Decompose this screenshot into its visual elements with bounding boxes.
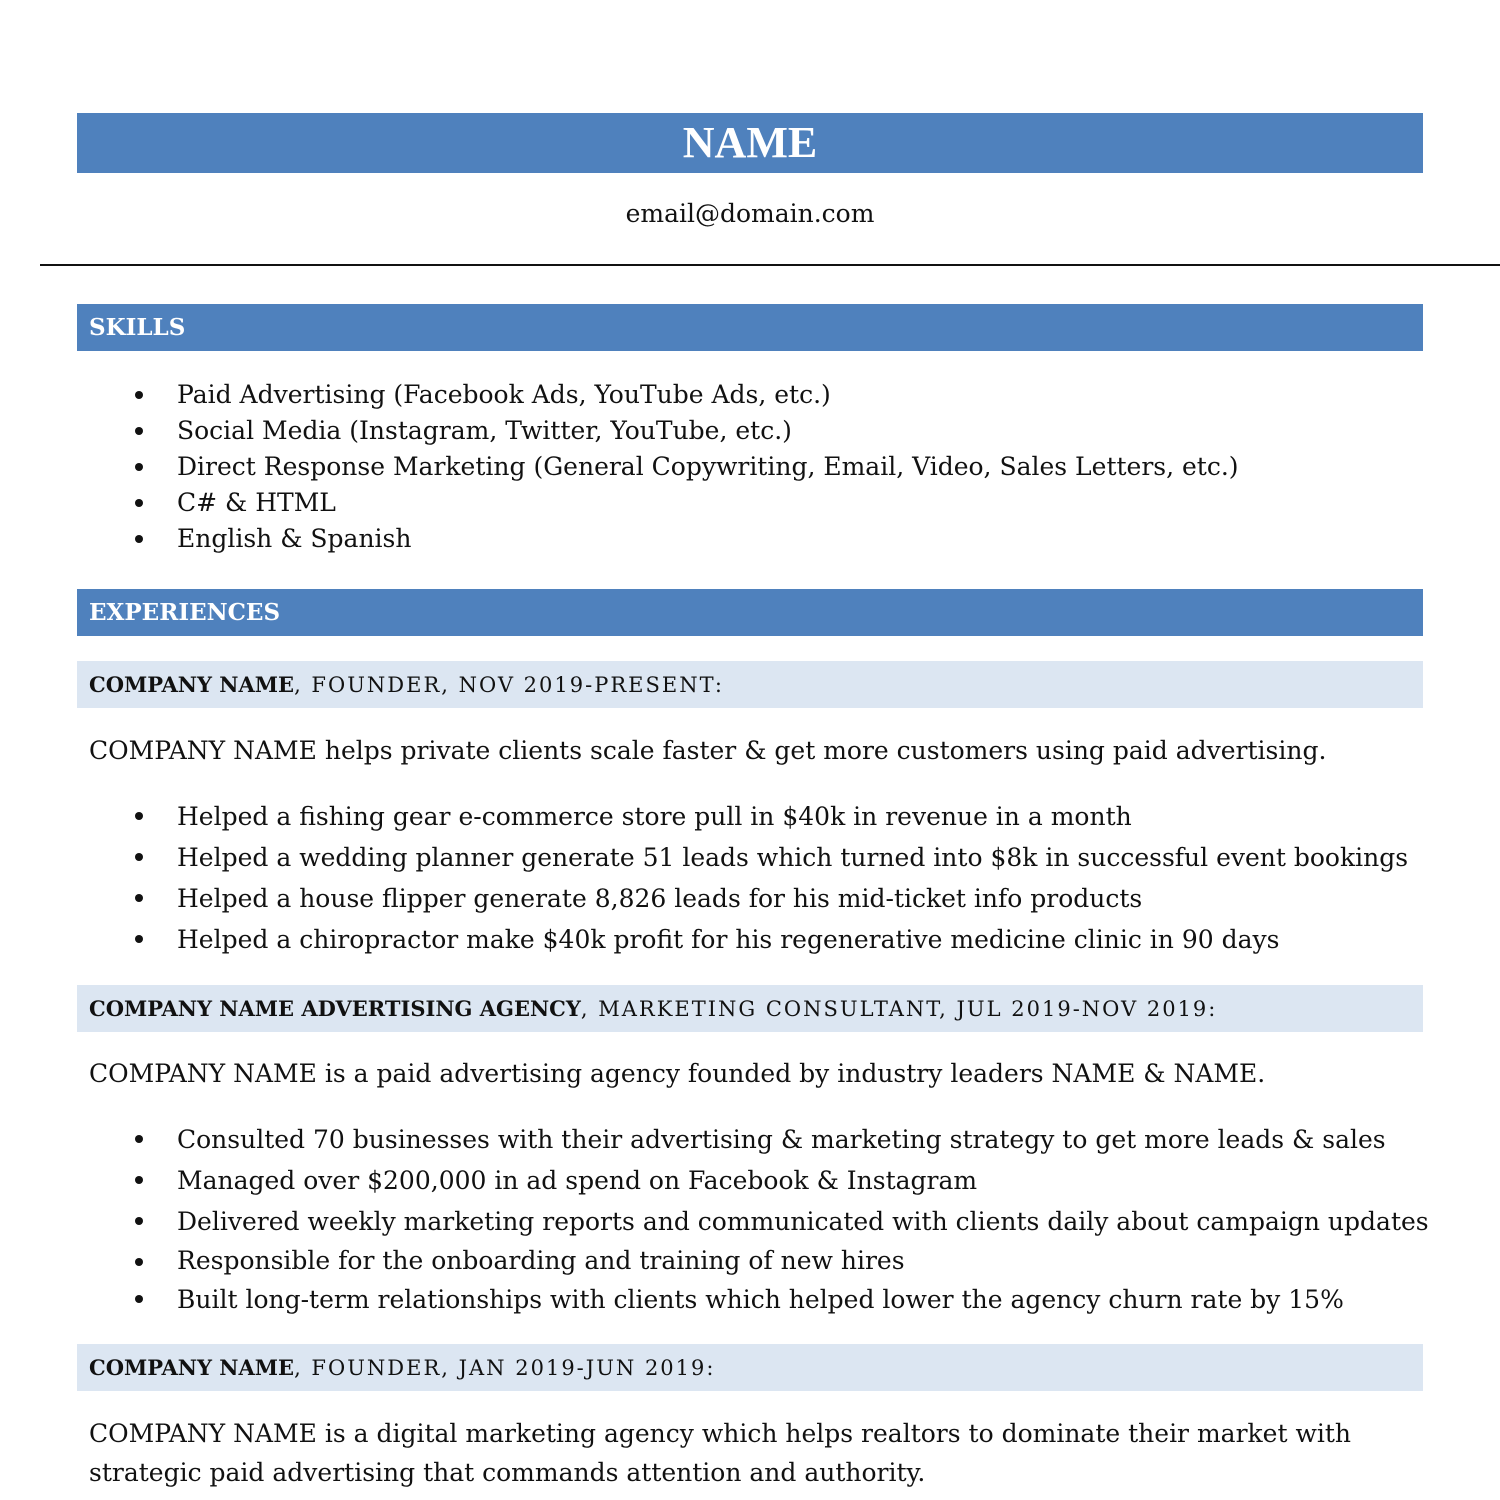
job-achievements-list [130, 1119, 1429, 1320]
job-description: COMPANY NAME helps private clients scale faster & get more customers using paid advertising. [89, 736, 1327, 765]
skill-item: Social Media (Instagram, Twitter, YouTube, etc.) [130, 413, 1420, 449]
achievement-item: Responsible for the onboarding and training of new hires [130, 1242, 1420, 1279]
job-header [77, 985, 1423, 1032]
skill-item: C# & HTML [130, 485, 1420, 521]
job-achievements-list [130, 796, 1420, 960]
skills-heading: SKILLS [77, 304, 1423, 351]
contact-email: email@domain.com [625, 199, 875, 228]
job-role: , FOUNDER, NOV 2019-PRESENT: [294, 673, 724, 697]
job-description: COMPANY NAME is a paid advertising agency founded by industry leaders NAME & NAME. [89, 1059, 1266, 1088]
job-company: COMPANY NAME ADVERTISING AGENCY [89, 996, 581, 1021]
achievement-item: Built long-term relationships with clients which helped lower the agency churn rate by 15% [130, 1279, 1420, 1320]
job-company: COMPANY NAME [89, 672, 295, 697]
skills-list [130, 377, 1420, 557]
achievement-item: Helped a wedding planner generate 51 leads which turned into $8k in successful event bookings [130, 837, 1420, 878]
job-role: , FOUNDER, JAN 2019-JUN 2019: [294, 1356, 716, 1380]
candidate-name: NAME [682, 118, 818, 167]
achievement-item: Managed over $200,000 in ad spend on Facebook & Instagram [130, 1160, 1420, 1201]
job-role: , MARKETING CONSULTANT, JUL 2019-NOV 2019: [580, 997, 1218, 1021]
achievement-item: Consulted 70 businesses with their advertising & marketing strategy to get more leads & sales [130, 1119, 1420, 1160]
achievement-item: Helped a house flipper generate 8,826 leads for his mid-ticket info products [130, 878, 1420, 919]
skill-item: English & Spanish [130, 521, 1420, 557]
job-header [77, 661, 1423, 708]
achievement-item: Helped a fishing gear e-commerce store pull in $40k in revenue in a month [130, 796, 1420, 837]
achievement-item: Delivered weekly marketing reports and communicated with clients daily about campaign updates [130, 1201, 1420, 1242]
job-description: COMPANY NAME is a digital marketing agency which helps realtors to dominate their market with strategic paid advertising that commands attention and authority. [89, 1419, 1351, 1487]
skill-item: Direct Response Marketing (General Copywriting, Email, Video, Sales Letters, etc.) [130, 449, 1420, 485]
header-divider [40, 264, 1500, 266]
experiences-heading: EXPERIENCES [77, 589, 1423, 636]
job-header [77, 1344, 1423, 1391]
name-banner [77, 113, 1423, 173]
job-company: COMPANY NAME [89, 1355, 295, 1380]
achievement-item: Helped a chiropractor make $40k profit for his regenerative medicine clinic in 90 days [130, 919, 1420, 960]
skill-item: Paid Advertising (Facebook Ads, YouTube Ads, etc.) [130, 377, 1420, 413]
